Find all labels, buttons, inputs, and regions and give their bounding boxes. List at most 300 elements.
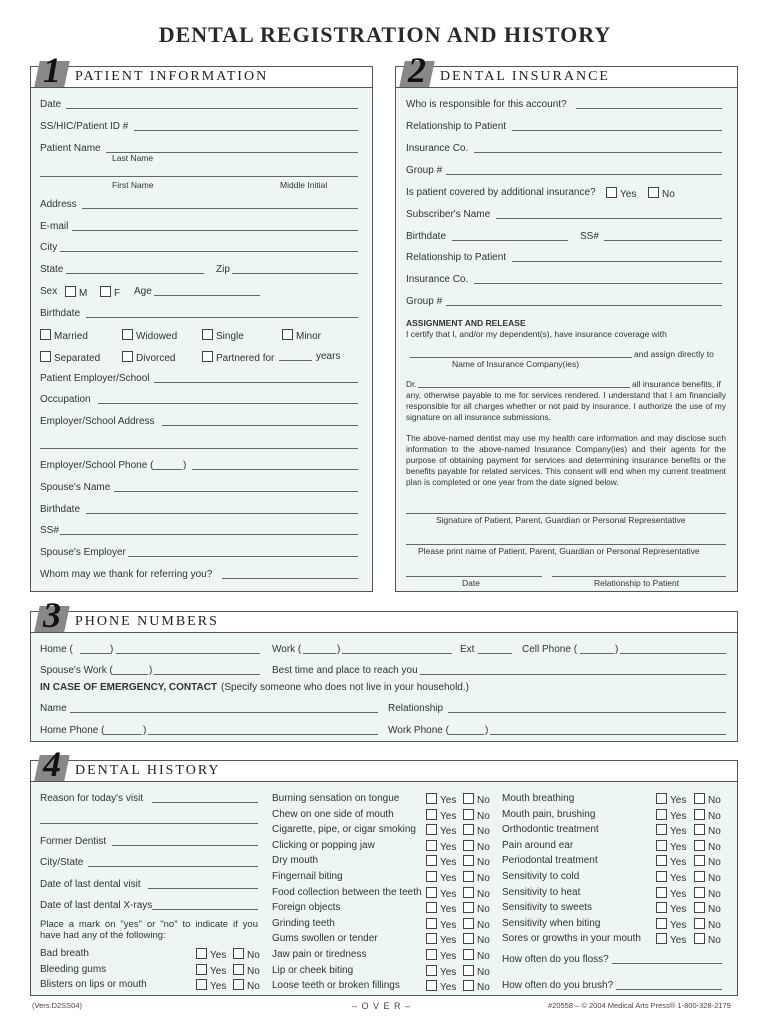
section-title: PATIENT INFORMATION (75, 69, 269, 84)
field-label: Cell Phone ( (522, 644, 578, 655)
field-label: Relationship to Patient (406, 121, 507, 132)
checkbox-label: Yes (670, 826, 687, 838)
field-label: Relationship to Patient (406, 252, 507, 263)
relationship-line[interactable] (552, 576, 726, 577)
text-input-line[interactable] (162, 425, 358, 426)
yes-option[interactable] (196, 964, 226, 977)
no-option[interactable] (463, 949, 490, 962)
yes-option[interactable] (656, 871, 686, 884)
checkbox[interactable] (656, 933, 667, 944)
field-label: How often do you brush? (502, 980, 614, 991)
checkbox[interactable] (694, 887, 705, 898)
section-title: PHONE NUMBERS (75, 614, 219, 629)
text-input-line[interactable] (80, 653, 110, 654)
field-label: ) (615, 644, 619, 655)
text-input-line[interactable] (512, 130, 722, 131)
field-label: Former Dentist (40, 836, 107, 847)
checkbox-label: No (477, 966, 490, 978)
text-input-line[interactable] (448, 734, 484, 735)
checkbox[interactable] (463, 933, 474, 944)
no-option[interactable] (463, 871, 490, 884)
checkbox[interactable] (426, 824, 437, 835)
checkbox[interactable] (694, 855, 705, 866)
field-label: Insurance Co. (406, 143, 469, 154)
checkbox[interactable] (694, 824, 705, 835)
text-input-line[interactable] (148, 888, 258, 889)
checkbox[interactable] (202, 329, 213, 340)
checkbox-label: Yes (210, 965, 227, 977)
certify-text: I certify that I, and/or my dependent(s), have insurance coverage with (406, 329, 667, 339)
text-input-line[interactable] (446, 174, 722, 175)
checkbox-label: Divorced (136, 353, 176, 364)
checkbox-label: Yes (440, 888, 457, 900)
checkbox[interactable] (656, 840, 667, 851)
text-input-line[interactable] (154, 674, 260, 675)
text-input-line[interactable] (154, 295, 260, 296)
field-label: Relationship (388, 703, 444, 714)
text-input-line[interactable] (452, 240, 568, 241)
caption: Last Name (112, 153, 154, 163)
text-input-line[interactable] (420, 674, 726, 675)
checkbox-label: No (477, 935, 490, 947)
text-input-line[interactable] (72, 230, 358, 231)
checkbox-option[interactable] (122, 351, 175, 364)
text-input-line[interactable] (66, 273, 204, 274)
checkbox[interactable] (233, 948, 244, 959)
text-input-line[interactable] (418, 387, 630, 388)
field-label: SS# (40, 525, 59, 536)
text-input-line[interactable] (60, 251, 358, 252)
checkbox-label: No (708, 919, 721, 931)
text-input-line[interactable] (104, 734, 142, 735)
text-input-line[interactable] (86, 513, 358, 514)
checkbox-label: Yes (670, 919, 687, 931)
checkbox-label: No (477, 982, 490, 994)
yes-option[interactable] (426, 980, 456, 993)
text-input-line[interactable] (82, 208, 358, 209)
checkbox[interactable] (463, 965, 474, 976)
checkbox-option[interactable] (122, 329, 177, 342)
text-input-line[interactable] (222, 578, 358, 579)
checkbox[interactable] (426, 965, 437, 976)
yes-option[interactable] (426, 840, 456, 853)
text-input-line[interactable] (232, 273, 358, 274)
checkbox[interactable] (40, 351, 51, 362)
text-input-line[interactable] (88, 866, 258, 867)
checkbox-label: M (79, 288, 88, 299)
yes-option[interactable] (656, 855, 686, 868)
checkbox[interactable] (426, 887, 437, 898)
checkbox[interactable] (694, 809, 705, 820)
text-input-line[interactable] (112, 674, 148, 675)
field-label: Employer/School Address (40, 416, 155, 427)
field-label: City/State (40, 857, 84, 868)
no-option[interactable] (694, 809, 721, 822)
field-label: Reason for today's visit (40, 793, 144, 804)
checkbox-label: No (477, 904, 490, 916)
checkbox[interactable] (656, 809, 667, 820)
no-option[interactable] (694, 824, 721, 837)
checkbox[interactable] (426, 933, 437, 944)
checkbox-label: Single (216, 331, 244, 342)
field-label: Address (40, 199, 77, 210)
checkbox-label: Yes (440, 982, 457, 994)
checkbox[interactable] (426, 980, 437, 991)
checkbox-label: No (247, 950, 260, 961)
checkbox-label: Yes (440, 873, 457, 884)
checkbox[interactable] (426, 793, 437, 804)
checkbox[interactable] (426, 902, 437, 913)
no-option[interactable] (463, 918, 490, 931)
checkbox-label: No (708, 841, 721, 853)
checkbox[interactable] (426, 949, 437, 960)
checkbox-option[interactable] (100, 286, 120, 299)
checkbox[interactable] (656, 855, 667, 866)
no-option[interactable] (694, 793, 721, 806)
checkbox-label: No (708, 873, 721, 884)
checkbox[interactable] (656, 918, 667, 929)
section-number-badge: 4 (35, 747, 69, 781)
no-option[interactable] (463, 980, 490, 993)
text-input-line[interactable] (342, 653, 452, 654)
checkbox[interactable] (463, 840, 474, 851)
checkbox[interactable] (648, 187, 659, 198)
yes-option[interactable] (426, 965, 456, 978)
yes-option[interactable] (426, 933, 456, 946)
section-number-badge: 1 (35, 53, 69, 87)
yes-option[interactable] (656, 809, 686, 822)
history-item: Cigarette, pipe, or cigar smoking (272, 824, 416, 836)
text-input-line[interactable] (128, 556, 358, 557)
text-input-line[interactable] (86, 317, 358, 318)
field-label: ) (183, 460, 187, 471)
field-label: How often do you floss? (502, 954, 609, 965)
yes-option[interactable] (656, 887, 686, 900)
no-option[interactable] (463, 809, 490, 822)
checkbox-label: No (708, 826, 721, 838)
checkbox[interactable] (656, 793, 667, 804)
checkbox[interactable] (463, 949, 474, 960)
yes-option[interactable] (656, 793, 686, 806)
checkbox-label: No (477, 857, 490, 869)
yes-option[interactable] (656, 933, 686, 946)
checkbox[interactable] (202, 351, 213, 362)
checkbox[interactable] (100, 286, 111, 297)
no-option[interactable] (694, 902, 721, 915)
yes-option[interactable] (656, 824, 686, 837)
yes-option[interactable] (426, 871, 456, 884)
yes-option[interactable] (426, 824, 456, 837)
text-input-line[interactable] (620, 653, 726, 654)
checkbox-option[interactable] (40, 351, 100, 364)
checkbox-label: No (708, 857, 721, 869)
yes-option[interactable] (196, 979, 226, 992)
section-header (31, 744, 737, 784)
no-option[interactable] (694, 887, 721, 900)
checkbox-label: No (247, 981, 260, 993)
checkbox-label: Yes (670, 904, 687, 916)
yes-option[interactable] (656, 840, 686, 853)
checkbox-label: Yes (440, 857, 457, 869)
field-label: Home Phone ( (40, 725, 105, 736)
checkbox[interactable] (196, 948, 207, 959)
field-label: Zip (216, 264, 230, 275)
checkbox[interactable] (122, 351, 133, 362)
yes-option[interactable] (426, 918, 456, 931)
field-label: ) (110, 644, 114, 655)
text-input-line[interactable] (70, 712, 378, 713)
field-label: Date of last dental visit (40, 879, 141, 890)
text-input-line[interactable] (60, 534, 358, 535)
version-label: (Vers.D2SS04) (32, 1001, 83, 1010)
checkbox[interactable] (694, 840, 705, 851)
no-option[interactable] (463, 887, 490, 900)
no-option[interactable] (463, 965, 490, 978)
no-option[interactable] (463, 902, 490, 915)
caption: Signature of Patient, Parent, Guardian or Personal Representative (436, 515, 686, 525)
checkbox-label: Yes (440, 935, 457, 947)
yes-option[interactable] (426, 793, 456, 806)
checkbox[interactable] (656, 871, 667, 882)
checkbox[interactable] (233, 979, 244, 990)
checkbox-option[interactable] (606, 187, 636, 200)
checkbox[interactable] (694, 918, 705, 929)
yes-option[interactable] (656, 918, 686, 931)
checkbox-label: F (114, 288, 121, 299)
checkbox-label: Yes (440, 951, 457, 962)
checkbox-option[interactable] (202, 329, 244, 342)
text-input-line[interactable] (66, 108, 358, 109)
checkbox[interactable] (463, 809, 474, 820)
text-input-line[interactable] (279, 360, 312, 361)
checkbox-label: No (477, 810, 490, 822)
checkbox[interactable] (426, 809, 437, 820)
field-label: Whom may we thank for referring you? (40, 569, 213, 580)
checkbox-label: Yes (620, 189, 637, 200)
text-input-line[interactable] (446, 305, 722, 306)
no-option[interactable] (463, 840, 490, 853)
checkbox[interactable] (233, 964, 244, 975)
checkbox[interactable] (463, 855, 474, 866)
checkbox-option[interactable] (282, 329, 321, 342)
history-item: Bad breath (40, 948, 89, 959)
text-input-line[interactable] (448, 712, 726, 713)
checkbox[interactable] (426, 871, 437, 882)
no-option[interactable] (233, 948, 260, 961)
field-label: Birthdate (406, 231, 447, 242)
text-input-line[interactable] (612, 963, 722, 964)
field-label: and assign directly to (634, 349, 714, 359)
over-label: – O V E R – (352, 1001, 412, 1011)
checkbox-label: Yes (670, 888, 687, 900)
yes-option[interactable] (426, 949, 456, 962)
no-option[interactable] (694, 918, 721, 931)
text-input-line[interactable] (604, 240, 722, 241)
field-label: ) (149, 665, 153, 676)
field-label: ) (485, 725, 489, 736)
checkbox[interactable] (122, 329, 133, 340)
checkbox[interactable] (463, 980, 474, 991)
history-item: Lip or cheek biting (272, 964, 354, 976)
no-option[interactable] (463, 793, 490, 806)
checkbox-label: No (708, 904, 721, 916)
checkbox[interactable] (463, 887, 474, 898)
checkbox-option[interactable] (202, 351, 274, 364)
checkbox-option[interactable] (40, 329, 88, 342)
no-option[interactable] (233, 979, 260, 992)
no-option[interactable] (463, 824, 490, 837)
history-item: Sensitivity to cold (502, 871, 580, 882)
yes-option[interactable] (426, 855, 456, 868)
checkbox[interactable] (694, 933, 705, 944)
checkbox-label: Yes (440, 841, 457, 853)
checkbox[interactable] (694, 793, 705, 804)
checkbox[interactable] (196, 979, 207, 990)
field-label: all insurance benefits, if (632, 379, 721, 389)
section-number-badge: 3 (35, 598, 69, 632)
field-label: Employer/School Phone ( (40, 460, 154, 471)
checkbox[interactable] (426, 840, 437, 851)
checkbox[interactable] (463, 871, 474, 882)
no-option[interactable] (694, 840, 721, 853)
yes-option[interactable] (426, 902, 456, 915)
text-input-line[interactable] (474, 283, 722, 284)
text-input-line[interactable] (616, 989, 722, 990)
checkbox-label: Married (54, 331, 88, 342)
checkbox[interactable] (463, 824, 474, 835)
history-item: Grinding teeth (272, 917, 335, 929)
checkbox-label: No (477, 841, 490, 853)
text-input-line[interactable] (303, 653, 336, 654)
caption: First Name (112, 180, 154, 190)
field-label: Best time and place to reach you (272, 665, 418, 676)
benefits-paragraph: any, otherwise payable to me for services rendered. I understand that I am financially responsible for all charges whether or not paid by insurance. I authorize the use of my signature on all insurance submissions. (406, 390, 726, 422)
section-number-badge: 2 (400, 53, 434, 87)
no-option[interactable] (694, 933, 721, 946)
checkbox-label: No (477, 826, 490, 838)
text-input-line[interactable] (410, 357, 632, 358)
checkbox[interactable] (694, 871, 705, 882)
yes-option[interactable] (656, 902, 686, 915)
yes-option[interactable] (426, 887, 456, 900)
caption: Name of Insurance Company(ies) (452, 359, 580, 369)
text-input-line[interactable] (580, 653, 614, 654)
checkbox[interactable] (694, 902, 705, 913)
text-input-line[interactable] (148, 734, 378, 735)
section-header (31, 595, 737, 635)
checkbox-label: Yes (440, 919, 457, 931)
field-label: E-mail (40, 221, 69, 232)
text-input-line[interactable] (154, 382, 358, 383)
text-input-line[interactable] (40, 448, 358, 449)
checkbox[interactable] (463, 902, 474, 913)
checkbox-label: Yes (210, 981, 227, 993)
checkbox-label: Yes (440, 904, 457, 916)
text-input-line[interactable] (490, 734, 726, 735)
emergency-heading: IN CASE OF EMERGENCY, CONTACT (40, 682, 218, 693)
yes-option[interactable] (196, 948, 226, 961)
history-item: Chew on one side of mouth (272, 808, 394, 820)
text-input-line[interactable] (152, 802, 258, 803)
field-label: Birthdate (40, 504, 81, 515)
checkbox[interactable] (65, 286, 76, 297)
checkbox[interactable] (463, 793, 474, 804)
checkbox-option[interactable] (648, 187, 675, 200)
yes-option[interactable] (426, 809, 456, 822)
history-item: Blisters on lips or mouth (40, 979, 147, 991)
text-input-line[interactable] (192, 469, 358, 470)
field-label: Who is responsible for this account? (406, 99, 567, 110)
field-label: Sex (40, 286, 58, 297)
field-label: Group # (406, 296, 443, 307)
field-label: Age (134, 286, 152, 297)
field-label: Birthdate (40, 308, 81, 319)
text-input-line[interactable] (512, 261, 722, 262)
checkbox-label: Yes (210, 950, 227, 961)
text-input-line[interactable] (112, 845, 258, 846)
checkbox[interactable] (40, 329, 51, 340)
text-input-line[interactable] (40, 823, 258, 824)
no-option[interactable] (233, 964, 260, 977)
field-label: Is patient covered by additional insurance? (406, 187, 596, 198)
checkbox[interactable] (656, 887, 667, 898)
instruction-text: Place a mark on "yes" or "no" to indicate if you have had any of the following: (40, 919, 258, 941)
checkbox-label: Yes (670, 810, 687, 822)
no-option[interactable] (694, 871, 721, 884)
no-option[interactable] (463, 855, 490, 868)
text-input-line[interactable] (98, 403, 358, 404)
checkbox[interactable] (196, 964, 207, 975)
text-input-line[interactable] (152, 909, 258, 910)
checkbox[interactable] (426, 855, 437, 866)
no-option[interactable] (694, 855, 721, 868)
checkbox[interactable] (656, 824, 667, 835)
field-label: ) (143, 725, 147, 736)
field-label: Group # (406, 165, 443, 176)
print-name-line[interactable] (406, 544, 726, 545)
page-title: DENTAL REGISTRATION AND HISTORY (158, 22, 612, 47)
checkbox-label: No (477, 919, 490, 931)
checkbox[interactable] (282, 329, 293, 340)
field-label: Dr. (406, 379, 417, 389)
checkbox-label: No (708, 888, 721, 900)
text-input-line[interactable] (40, 176, 358, 177)
text-input-line[interactable] (116, 653, 260, 654)
text-input-line[interactable] (134, 130, 358, 131)
checkbox[interactable] (606, 187, 617, 198)
text-input-line[interactable] (496, 218, 722, 219)
checkbox-label: No (662, 189, 675, 200)
signature-line[interactable] (406, 513, 726, 514)
text-input-line[interactable] (114, 491, 358, 492)
date-line[interactable] (406, 576, 542, 577)
checkbox-option[interactable] (65, 286, 87, 299)
text-input-line[interactable] (576, 108, 722, 109)
no-option[interactable] (463, 933, 490, 946)
history-item: Periodontal treatment (502, 855, 598, 867)
text-input-line[interactable] (474, 152, 722, 153)
checkbox-label: No (477, 888, 490, 900)
checkbox[interactable] (656, 902, 667, 913)
text-input-line[interactable] (152, 469, 182, 470)
checkbox[interactable] (426, 918, 437, 929)
checkbox-label: No (708, 810, 721, 822)
text-input-line[interactable] (478, 653, 512, 654)
checkbox[interactable] (463, 918, 474, 929)
history-item: Dry mouth (272, 855, 319, 867)
checkbox-label: Yes (670, 873, 687, 884)
field-label: SS/HIC/Patient ID # (40, 121, 129, 132)
